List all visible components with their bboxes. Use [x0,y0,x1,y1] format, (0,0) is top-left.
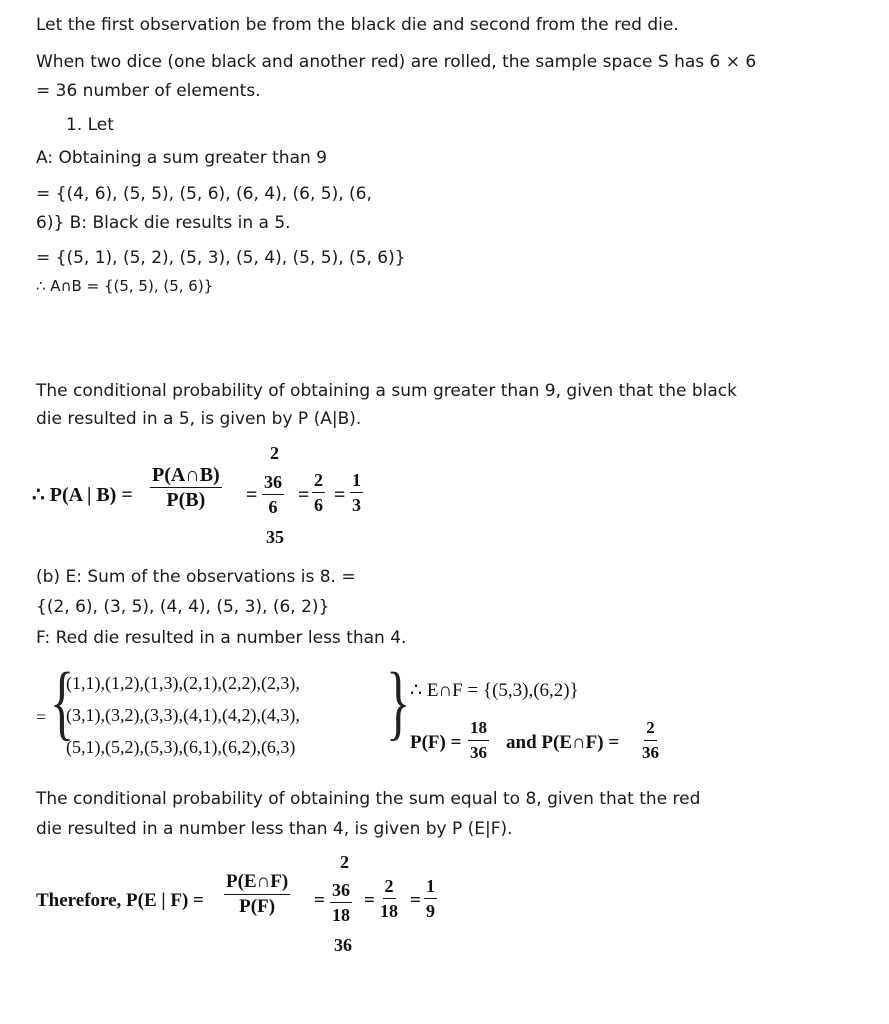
fraction-denominator: 3 [352,495,361,515]
fraction-denominator: 36 [642,743,659,762]
set-f-row-2: (3,1),(3,2),(3,3),(4,1),(4,2),(4,3), [66,705,300,725]
e-intersection-f: ∴ E∩F = {(5,3),(6,2)} [410,680,579,701]
compound-fraction-top: 2 [270,443,279,463]
list-item-label: 1. Let [66,115,114,135]
set-b: = {(5, 1), (5, 2), (5, 3), (5, 4), (5, 5), (5, 6)} [36,248,406,268]
fraction-pef-over-pf [224,870,290,919]
left-brace: { [50,656,75,749]
fraction-numerator: 1 [424,874,437,899]
fraction-pf [468,716,489,765]
set-a-line-2: 6)} B: Black die results in a 5. [36,213,291,233]
compound-fraction-bottom: 36 [334,935,352,955]
fraction-numerator: 2 [644,716,657,741]
fraction-pef [640,716,661,765]
equals-sign: = [364,890,375,911]
event-f-definition: F: Red die resulted in a number less than 4. [36,628,407,648]
fraction-one-ninth [424,874,437,923]
right-brace: } [386,656,411,749]
cond-prob-text-1: The conditional probability of obtaining a sum greater than 9, given that the black [36,381,737,401]
set-e: {(2, 6), (3, 5), (4, 4), (5, 3), (6, 2)} [36,597,330,617]
fraction-denominator: 36 [470,743,487,762]
fraction-numerator: P(E∩F) [224,870,290,895]
intersection-a-b: ∴ A∩B = {(5, 5), (5, 6)} [36,277,214,295]
fraction-two-eighteenths [378,874,400,923]
equals-sign: = [298,484,310,506]
compound-fraction [330,878,352,927]
set-f-row-3: (5,1),(5,2),(5,3),(6,1),(6,2),(6,3) [66,737,296,757]
fraction-denominator: P(B) [166,489,206,511]
intro-line-2: When two dice (one black and another red) are rolled, the sample space S has 6 × 6 [36,52,757,72]
equals-sign: = [314,890,325,911]
equals-sign: = [410,890,421,911]
fraction-numerator: 2 [383,874,396,899]
compound-fraction-top: 2 [340,852,349,872]
fraction-numerator: 36 [262,470,284,495]
fraction-denominator: 9 [426,901,435,921]
intro-line-3: = 36 number of elements. [36,81,261,101]
fraction-denominator: 6 [314,495,323,515]
fraction-denominator: 6 [268,497,278,517]
formula-ef-lhs: Therefore, P(E | F) = [36,890,204,911]
set-a-line-1: = {(4, 6), (5, 5), (5, 6), (6, 4), (6, 5), (6, [36,184,372,204]
fraction-denominator: 18 [380,901,398,921]
pf-label: P(F) = [410,732,462,753]
fraction-numerator: 2 [312,468,325,493]
event-e-definition: (b) E: Sum of the observations is 8. = [36,567,356,587]
fraction-denominator: 18 [332,905,350,925]
intro-line-1: Let the first observation be from the black die and second from the red die. [36,15,679,35]
fraction-numerator: P(A∩B) [152,464,220,486]
fraction-denominator: P(F) [239,896,276,917]
cond-prob-text-3: The conditional probability of obtaining the sum equal to 8, given that the red [36,789,701,809]
fraction-numerator: 36 [330,878,352,903]
fraction-one-third [350,468,363,517]
formula-ab-lhs: ∴ P(A | B) = [32,484,133,506]
cond-prob-text-2: die resulted in a 5, is given by P (A|B). [36,409,362,429]
fraction-pab-over-pb [150,463,222,512]
set-f-equals: = [36,707,47,727]
and-pef-label: and P(E∩F) = [506,732,620,753]
compound-fraction [262,470,284,519]
compound-fraction-bottom: 35 [266,527,284,547]
set-f-row-1: (1,1),(1,2),(1,3),(2,1),(2,2),(2,3), [66,673,300,693]
cond-prob-text-4: die resulted in a number less than 4, is given by P (E|F). [36,819,513,839]
fraction-numerator: 18 [468,716,489,741]
fraction-numerator: 1 [350,468,363,493]
fraction-two-sixths [312,468,325,517]
equals-sign: = [246,484,258,506]
event-a-definition: A: Obtaining a sum greater than 9 [36,148,327,168]
equals-sign: = [334,484,346,506]
